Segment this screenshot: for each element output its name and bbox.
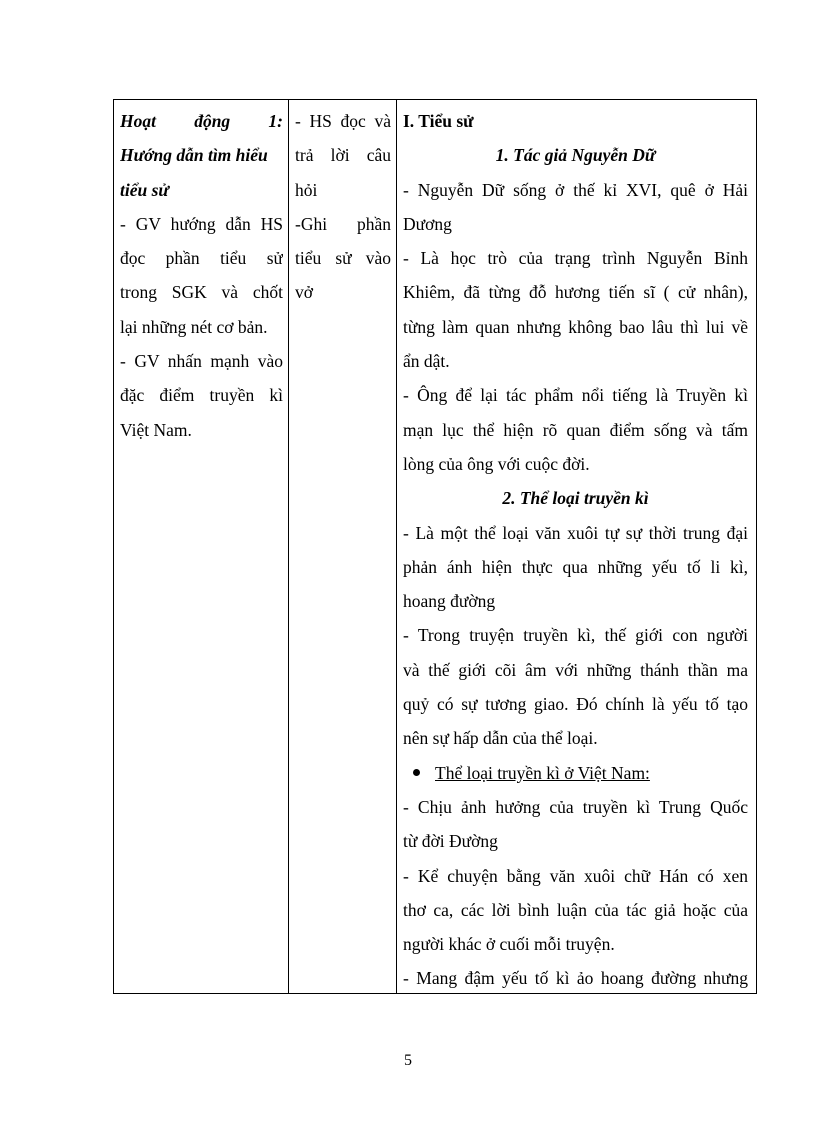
student-text-line: -Ghi phần (295, 213, 391, 234)
content-text-line: - Mang đậm yếu tố kì ảo hoang đường nhưng (403, 968, 748, 989)
content-text-line: ẩn dật. (403, 351, 450, 372)
content-text-line: - Nguyễn Dữ sống ở thế kỉ XVI, quê ở Hải (403, 179, 748, 200)
teacher-text-line: Việt Nam. (120, 419, 192, 440)
activity-heading-line: Hướng dẫn tìm hiểu (120, 145, 268, 166)
activity-heading-line: Hoạt động 1: (120, 111, 283, 131)
student-text-line: vở (295, 282, 314, 303)
teacher-text-line: - GV hướng dẫn HS (120, 213, 283, 234)
content-text-line: mạn lục thể hiện rõ quan điểm sống và tấm (403, 419, 748, 440)
content-text-line: - Là học trò của trạng trình Nguyễn Bỉnh (403, 248, 748, 269)
teacher-text-line: - GV nhấn mạnh vào (120, 351, 283, 372)
student-text-line: hỏi (295, 179, 318, 200)
content-text-line: - Là một thể loại văn xuôi tự sự thời trung đại (403, 522, 748, 543)
content-text-line: từng làm quan nhưng không bao lâu thì lui về (403, 316, 748, 337)
content-text-line: phản ánh hiện thực qua những yếu tố li kì, (403, 556, 748, 577)
content-text-line: Khiêm, đã từng đỗ hương tiến sĩ ( cử nhân), (403, 282, 748, 303)
teacher-text-line: lại những nét cơ bản. (120, 316, 268, 337)
page-number: 5 (404, 1052, 412, 1069)
content-text-line: và thế giới cõi âm với những thánh thần ma (403, 659, 748, 680)
activity-heading-line: tiểu sử (120, 179, 169, 200)
content-text-line: Dương (403, 213, 452, 234)
student-activity-column (289, 100, 397, 993)
content-text-line: từ đời Đường (403, 831, 498, 852)
content-text-line: - Chịu ảnh hưởng của truyền kì Trung Quốc (403, 796, 748, 817)
student-text-line: trả lời câu (295, 145, 391, 166)
content-text-line: lòng của ông với cuộc đời. (403, 453, 590, 474)
subsection-title-author: 1. Tác giả Nguyễn Dữ (495, 145, 656, 166)
teacher-activity-column (114, 100, 289, 993)
content-text-line: nên sự hấp dẫn của thể loại. (403, 728, 598, 749)
subsection-title-genre: 2. Thể loại truyền kì (502, 488, 649, 509)
student-text-line: tiểu sử vào (295, 248, 391, 269)
section-title: I. Tiểu sử (403, 111, 474, 131)
student-text-line: - HS đọc và (295, 111, 391, 131)
content-text-line: hoang đường (403, 591, 496, 612)
teacher-text-line: trong SGK và chốt (120, 282, 283, 303)
bullet-item (403, 756, 748, 790)
content-text-line: - Trong truyện truyền kì, thế giới con người (403, 625, 748, 646)
lesson-plan-table (113, 99, 757, 994)
bullet-title: Thể loại truyền kì ở Việt Nam: (435, 762, 650, 783)
teacher-text-line: đọc phần tiểu sử (120, 248, 283, 269)
content-column (397, 100, 756, 993)
content-text-line: người khác ở cuối mỗi truyện. (403, 934, 615, 955)
content-text-line: - Ông để lại tác phẩm nổi tiếng là Truyền kì (403, 385, 748, 406)
content-text-line: - Kể chuyện bằng văn xuôi chữ Hán có xen (403, 865, 748, 886)
content-text-line: quỷ có sự tương giao. Đó chính là yếu tố tạo (403, 694, 748, 715)
content-text-line: thơ ca, các lời bình luận của tác giả hoặc của (403, 899, 748, 920)
teacher-text-line: đặc điểm truyền kì (120, 385, 283, 406)
bullet-dot-icon (413, 769, 420, 776)
